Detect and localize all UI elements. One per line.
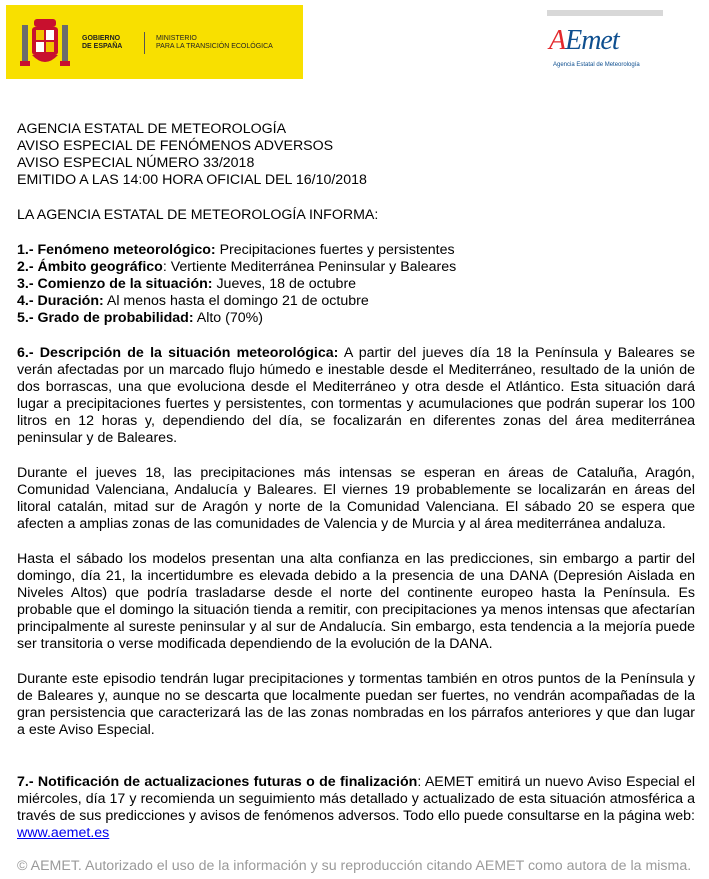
government-logo-banner <box>6 5 303 79</box>
section6-paragraph2: Durante el jueves 18, las precipitaciones más intensas se esperan en áreas de Cataluña, Aragón, Comunidad Valenciana, Andalucía y Baleares. El viernes 19 probablemente se localizarán en áreas del litoral catalán, mitad sur de Aragón y norte de la Comunidad Valenciana. El sábado 20 se espera que afecten a amplias zonas de las comunidades de Valencia y de Murcia y al área mediterránea andaluza. <box>17 465 695 532</box>
ministry-line2: PARA LA TRANSICIÓN ECOLÓGICA <box>156 43 273 50</box>
header-line1: AGENCIA ESTATAL DE METEOROLOGÍA <box>17 121 287 137</box>
section6-paragraph1 <box>17 345 695 447</box>
copyright-footer: © AEMET. Autorizado el uso de la información y su reproducción citando AEMET como autora de la misma. <box>17 858 692 874</box>
item-2 <box>17 259 695 276</box>
item-5-value: Alto (70%) <box>193 310 263 326</box>
section6-paragraph3: Hasta el sábado los modelos presentan una alta confianza en las predicciones, sin embargo a partir del domingo, día 21, la incertidumbre es elevada debido a la presencia de una DANA (Depresión Aislada en Niveles Altos) que podría trasladarse desde el norte del continente europeo hasta la Península. Es probable que el domingo la situación tienda a remitir, con precipitaciones ya menos intensas que afectarían principalmente al sureste peninsular y al sur de Andalucía. Sin embargo, esta tendencia a la mejoría puede ser transitoria o verse modificada dependiendo de la evolución de la DANA. <box>17 551 695 652</box>
gov-line2: DE ESPAÑA <box>82 43 123 50</box>
aemet-subtitle: Agencia Estatal de Meteorología <box>553 62 640 68</box>
aemet-website-link[interactable]: www.aemet.es <box>17 825 110 841</box>
header-line4: EMITIDO A LAS 14:00 HORA OFICIAL DEL 16/10/2018 <box>17 172 367 188</box>
ministry-line1: MINISTERIO <box>156 35 197 42</box>
item-3-label: 3.- Comienzo de la situación: <box>17 276 213 292</box>
aemet-top-bar <box>547 10 663 16</box>
item-5 <box>17 310 695 327</box>
aemet-logo-rest: Emet <box>565 25 619 56</box>
item-2-value: : Vertiente Mediterránea Peninsular y Baleares <box>162 259 457 275</box>
section7-text: : AEMET emitirá un nuevo Aviso Especial el miércoles, día 17 y recomienda un seguimiento más detallado y actualizado de esta situación atmosférica a través de sus predicciones y avisos de fenómenos adversos. Todo ello puede consultarse en la página web: <box>17 774 695 824</box>
aemet-logo-a: A <box>549 25 566 56</box>
gobierno-label <box>82 35 122 51</box>
item-4-label: 4.- Duración: <box>17 293 104 309</box>
ministry-label <box>156 35 273 51</box>
aemet-logo <box>549 26 619 56</box>
gov-line1: GOBIERNO <box>82 35 121 42</box>
items-list <box>17 242 695 327</box>
item-5-label: 5.- Grado de probabilidad: <box>17 310 194 326</box>
section6-paragraph4: Durante este episodio tendrán lugar precipitaciones y tormentas también en otros puntos de la Península y de Baleares y, aunque no se descarta que localmente puedan ser fuertes, no vendrán acompañadas de la gran persistencia que caracterizará las de las zonas nombradas en los párrafos anteriores y que dan lugar a este Aviso Especial. <box>17 671 695 738</box>
logo-divider <box>144 32 145 54</box>
document-body <box>17 121 695 875</box>
item-1-label: 1.- Fenómeno meteorológico: <box>17 242 216 258</box>
section7-label: 7.- Notificación de actualizaciones futuras o de finalización <box>17 774 418 790</box>
item-4-value: Al menos hasta el domingo 21 de octubre <box>103 293 369 309</box>
item-2-label: 2.- Ámbito geográfico <box>17 259 163 275</box>
item-1-value: Precipitaciones fuertes y persistentes <box>215 242 455 258</box>
item-4 <box>17 293 695 310</box>
document-header <box>17 121 695 189</box>
item-3 <box>17 276 695 293</box>
section7-paragraph <box>17 774 695 842</box>
item-1 <box>17 242 695 259</box>
coat-of-arms-icon <box>20 15 72 71</box>
header-line3: AVISO ESPECIAL NÚMERO 33/2018 <box>17 155 255 171</box>
header-line2: AVISO ESPECIAL DE FENÓMENOS ADVERSOS <box>17 138 334 154</box>
informa-heading: LA AGENCIA ESTATAL DE METEOROLOGÍA INFORMA: <box>17 207 379 223</box>
section6-p1-text: A partir del jueves día 18 la Península y Baleares se verán afectadas por un marcado flujo húmedo e inestable desde el Mediterráneo, resultado de la unión de dos borrascas, una que evoluciona desde el Mediterráneo y otra desde el Atlántico. Esta situación dará lugar a precipitaciones fuertes y persistentes, con tormentas y acumulaciones que podrán superar los 100 litros en 12 horas y, dependiendo del día, se focalizarán en diferentes zonas del área mediterránea peninsular y de Baleares. <box>17 345 695 446</box>
section6-label: 6.- Descripción de la situación meteorológica: <box>17 345 339 361</box>
item-3-value: Jueves, 18 de octubre <box>212 276 357 292</box>
